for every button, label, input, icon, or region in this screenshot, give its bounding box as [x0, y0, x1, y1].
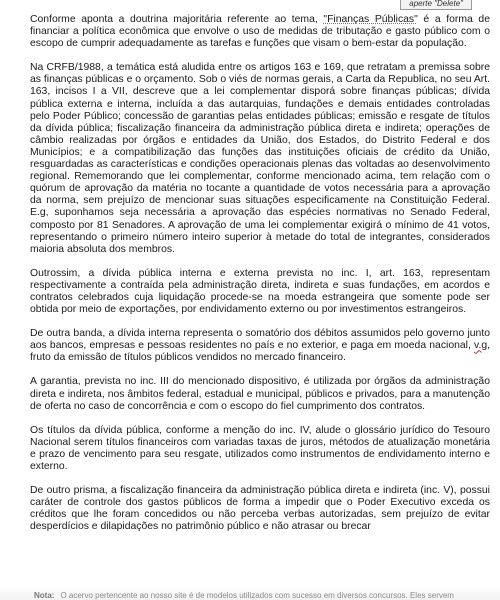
p1-after: é a forma de financiar a política econômica que envolve o uso de medidas de tributação e gasto público com o escopo de cumprir adequadamente as tarefas e funções que visam o bem-estar da população. [30, 14, 490, 50]
p4-after: , fruto da emissão de títulos públicos vendidos no mercado financeiro. [30, 340, 490, 364]
note-text: O acervo pertencente ao nosso site é de modelos utilizados com sucesso em diversos concursos. Eles servem [60, 591, 454, 600]
paragraph-6: Os títulos da dívida pública, conforme a menção do inc. IV, alude o glossário jurídico do Tesouro Nacional serem títulos financeiros com variadas taxas de juros, métodos de atualização monetária e prazo de vencimento para seu resgate, utilizados como instrumentos de endividamento interno e externo. [30, 424, 490, 472]
note-label: Nota: [34, 591, 55, 600]
paragraph-5: A garantia, prevista no inc. III do mencionado dispositivo, é utilizada por órgãos da administração direta e indireta, nos âmbitos federal, estadual e municipal, públicos e privados, para a manutenção de oferta no caso de concorrência e com o escopo do fiel cumprimento dos contratos. [30, 376, 490, 412]
p1-before: Conforme aponta a doutrina majoritária referente ao tema, [30, 14, 324, 25]
paragraph-1 [30, 14, 490, 50]
footer-note [34, 591, 494, 600]
comment-delete-hint[interactable]: aperte "Delete" [400, 0, 472, 10]
paragraph-7: De outro prisma, a fiscalização financeira da administração pública direta e indireta (inc. V), possui caráter de controle dos gastos públicos de forma a impedir que o Poder Executivo exceda os créditos que lhe foram concedidos ou não perceba verbas autorizadas, sem prejuízo de evitar desperdícios e dilapidações no patrimônio público e não atrasar ou brecar [30, 485, 490, 533]
paragraph-3: Outrossim, a dívida pública interna e externa prevista no inc. I, art. 163, representam respectivamente a contraída pela administração direta, indireta e suas fundações, em acordos e contratos celebrados cuja liquidação procede-se na moeda estrangeira que somente pode ser obtida por meio de exportações, por endividamento externo ou por investimentos estrangeiros. [30, 267, 490, 316]
paragraph-2: Na CRFB/1988, a temática está aludida entre os artigos 163 e 169, que retratam a premissa sobre as finanças públicas e o orçamento. Sob o viés de normas gerais, a Carta da Republica, no seu Art. 163, incisos I a VII, descreve que a lei complementar disporá sobre finanças públicas; dívida pública externa e interna, incluída a das autarquias, fundações e demais entidades controladas pelo Poder Público; concessão de garantias pelas entidades públicas; emissão e resgate de títulos da dívida pública; fiscalização financeira da administração pública direta e indireta; operações de câmbio realizadas por órgãos e entidades da União, dos Estados, do Distrito Federal e dos Municípios; e a compatibilização das funções das instituições oficiais de crédito da União, resguardadas as características e condições operacionais plenas das voltadas ao desenvolvimento regional. Rememorando que lei complementar, conforme mencionado acima, tem relação com o quórum de aprovação da matéria no tocante a quantidade de votos necessária para a aprovação da norma, sem prejuízo de mencionar suas situações especificamente na Constituição Federal. E.g, suponhamos seja necessária a aprovação das espécies normativas no Senado Federal, composto por 81 Senadores. A aprovação de uma lei complementar exigirá o mínimo de 41 votos, representando o primeiro número inteiro superior à metade do total de integrantes, considerados maioria absoluta dos membros. [30, 62, 490, 255]
p4-before: De outra banda, a dívida interna representa o somatório dos débitos assumidos pelo governo junto aos bancos, empresas e pessoas residentes no país e no exterior, e paga em moeda nacional, [30, 328, 490, 352]
paragraph-4 [30, 328, 490, 364]
text-column [30, 14, 490, 545]
spelling-flag[interactable]: v.g [474, 340, 488, 352]
quoted-term[interactable]: "Finanças Públicas" [323, 14, 418, 25]
